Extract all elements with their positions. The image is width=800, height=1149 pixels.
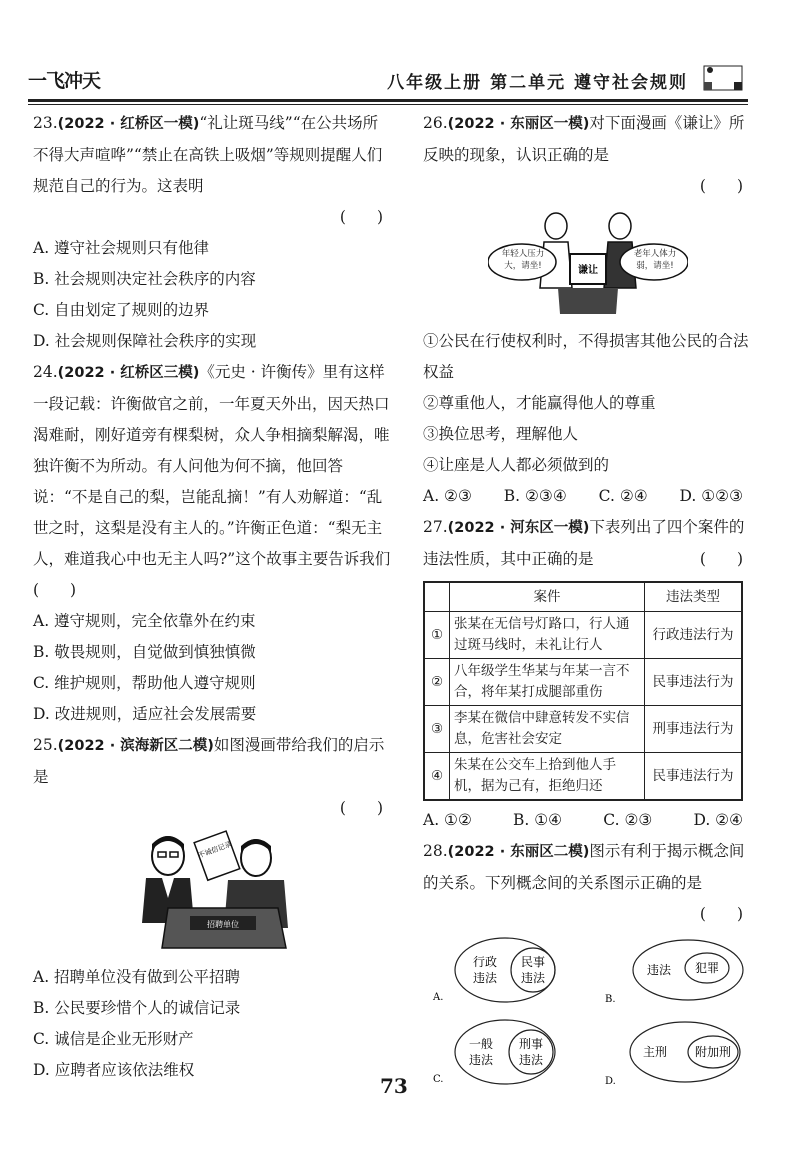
page-header bbox=[28, 62, 748, 96]
diagram-b-label: B. bbox=[605, 994, 616, 1005]
answer-paren: ( ) bbox=[339, 799, 383, 817]
question-text: 对下面漫画《谦让》所反映的现象，认识正确的是 bbox=[423, 114, 745, 164]
row-type: 刑事违法行为 bbox=[645, 706, 743, 753]
row-case: 八年级学生华某与年某一言不合，将年某打成腿部重伤 bbox=[450, 659, 645, 706]
option-c: C. 诚信是企业无形财产 bbox=[33, 1030, 194, 1048]
option-a: A. 遵守社会规则只有他律 bbox=[33, 239, 210, 257]
question-number: 28. bbox=[423, 842, 448, 860]
diagram-b-inner: 犯罪 bbox=[694, 961, 720, 975]
question-text: 图示有利于揭示概念间的关系。下列概念间的关系图示正确的是 bbox=[423, 842, 745, 892]
question-source: (2022 · 红桥区一模) bbox=[57, 116, 200, 132]
option-a: A. ②③ bbox=[423, 487, 472, 505]
options-row bbox=[423, 481, 743, 512]
header-rule bbox=[28, 99, 748, 102]
row-type: 民事违法行为 bbox=[645, 753, 743, 801]
cartoon-right-text: 老年人体力弱，请坐! bbox=[633, 249, 677, 271]
cartoon-sign-text: 不诚信记录 bbox=[197, 840, 233, 860]
row-case: 张某在无信号灯路口，行人通过斑马线时，未礼让行人 bbox=[450, 612, 645, 659]
question-text: 下表列出了四个案件的违法性质，其中正确的是 bbox=[423, 518, 745, 568]
question-number: 23. bbox=[33, 114, 58, 132]
question-number: 27. bbox=[423, 518, 448, 536]
diagram-c-outer-2: 违法 bbox=[468, 1053, 494, 1067]
row-number: ④ bbox=[424, 753, 450, 801]
left-column bbox=[33, 108, 393, 1086]
option-d: D. 社会规则保障社会秩序的实现 bbox=[33, 332, 257, 350]
answer-paren: ( ) bbox=[699, 905, 743, 923]
table-header-case: 案件 bbox=[450, 582, 645, 612]
option-b: B. ①④ bbox=[513, 811, 563, 829]
diagram-c-inner-1: 刑事 bbox=[518, 1037, 544, 1051]
diagram-b-outer: 违法 bbox=[646, 963, 672, 977]
diagram-c-outer-1: 一般 bbox=[468, 1037, 494, 1051]
statement-2: ②尊重他人，才能赢得他人的尊重 bbox=[423, 394, 656, 412]
question-28 bbox=[423, 836, 753, 1099]
option-d: D. ①②③ bbox=[679, 487, 743, 505]
answer-paren: ( ) bbox=[699, 550, 743, 568]
row-case: 李某在微信中肆意转发不实信息，危害社会安定 bbox=[450, 706, 645, 753]
cartoon-left-text: 年轻人压力大，请坐! bbox=[501, 249, 545, 271]
table-row bbox=[424, 706, 742, 753]
table-row bbox=[424, 612, 742, 659]
row-number: ① bbox=[424, 612, 450, 659]
page-number: 73 bbox=[380, 1074, 408, 1098]
statement-1: ①公民在行使权利时，不得损害其他公民的合法权益 bbox=[423, 332, 749, 381]
option-c: C. 维护规则，帮助他人遵守规则 bbox=[33, 674, 256, 692]
diagram-d-inner: 附加刑 bbox=[694, 1045, 732, 1059]
diagram-a-inner-1: 民事 bbox=[520, 955, 546, 969]
question-text: 《元史 · 许衡传》里有这样一段记载：许衡做官之前，一年夏天外出，因天热口渴难耐，刚好道旁有棵梨树，众人争相摘梨解渴，唯独许衡不为所动。有人问他为何不摘，他回答说：“不是自己的梨，岂能乱摘！”有人劝解道：“乱世之时，这梨是没有主人的。”许衡正色道：“梨无主人，难道我心中也无主人吗?”这个故事主要告诉我们( ) bbox=[33, 363, 391, 599]
chapter-title: 八年级上册 第二单元 遵守社会规则 bbox=[387, 73, 688, 93]
answer-paren: ( ) bbox=[339, 208, 383, 226]
row-number: ② bbox=[424, 659, 450, 706]
table-row bbox=[424, 753, 742, 801]
option-d: D. 改进规则，适应社会发展需要 bbox=[33, 705, 257, 723]
cartoon-box-text: 招聘单位 bbox=[207, 920, 239, 929]
diagram-d-outer: 主刑 bbox=[642, 1045, 668, 1059]
question-27 bbox=[423, 512, 753, 836]
diagram-d-label: D. bbox=[605, 1076, 616, 1087]
cartoon-center-text: 谦让 bbox=[578, 265, 598, 276]
header-rule-thin bbox=[28, 104, 748, 105]
row-type: 民事违法行为 bbox=[645, 659, 743, 706]
row-number: ③ bbox=[424, 706, 450, 753]
table-header-row bbox=[424, 582, 742, 612]
question-23 bbox=[33, 108, 393, 357]
table-header-type: 违法类型 bbox=[645, 582, 743, 612]
option-b: B. ②③④ bbox=[503, 487, 567, 505]
question-number: 26. bbox=[423, 114, 448, 132]
option-b: B. 敬畏规则，自觉做到慎独慎微 bbox=[33, 643, 256, 661]
statement-4: ④让座是人人都必须做到的 bbox=[423, 456, 610, 474]
modesty-cartoon bbox=[488, 206, 688, 322]
diagram-c-inner-2: 违法 bbox=[518, 1053, 544, 1067]
table-row bbox=[424, 659, 742, 706]
diagram-a-inner-2: 违法 bbox=[520, 971, 546, 985]
diagram-a-label: A. bbox=[433, 992, 444, 1003]
option-a: A. 遵守规则，完全依靠外在约束 bbox=[33, 612, 256, 630]
option-a: A. ①② bbox=[423, 811, 472, 829]
option-a: A. 招聘单位没有做到公平招聘 bbox=[33, 968, 241, 986]
cases-table bbox=[423, 581, 743, 801]
option-c: C. ②④ bbox=[598, 487, 648, 505]
question-number: 24. bbox=[33, 363, 58, 381]
question-source: (2022 · 滨海新区二模) bbox=[57, 738, 214, 754]
diagram-c-label: C. bbox=[433, 1074, 444, 1085]
question-source: (2022 · 河东区一模) bbox=[447, 520, 590, 536]
question-24 bbox=[33, 357, 393, 730]
concept-diagrams bbox=[423, 930, 753, 1095]
question-source: (2022 · 东丽区二模) bbox=[447, 844, 590, 860]
question-source: (2022 · 红桥区三模) bbox=[57, 365, 200, 381]
question-25 bbox=[33, 730, 393, 1086]
row-type: 行政违法行为 bbox=[645, 612, 743, 659]
row-case: 朱某在公交车上拾到他人手机，据为己有，拒绝归还 bbox=[450, 753, 645, 801]
recruitment-cartoon bbox=[128, 828, 298, 958]
option-c: C. 自由划定了规则的边界 bbox=[33, 301, 210, 319]
option-b: B. 社会规则决定社会秩序的内容 bbox=[33, 270, 256, 288]
decorative-icon bbox=[698, 62, 748, 92]
options-row bbox=[423, 805, 743, 836]
question-number: 25. bbox=[33, 736, 58, 754]
option-d: D. 应聘者应该依法维权 bbox=[33, 1061, 195, 1079]
option-d: D. ②④ bbox=[693, 811, 743, 829]
option-b: B. 公民要珍惜个人的诚信记录 bbox=[33, 999, 241, 1017]
table-header-num bbox=[424, 582, 450, 612]
brand-logo: 一飞冲天 bbox=[28, 70, 101, 92]
statement-3: ③换位思考，理解他人 bbox=[423, 425, 579, 443]
answer-paren: ( ) bbox=[699, 177, 743, 195]
option-c: C. ②③ bbox=[603, 811, 653, 829]
diagram-a-outer-1: 行政 bbox=[472, 955, 498, 969]
right-column bbox=[423, 108, 753, 1099]
diagram-a-outer-2: 违法 bbox=[472, 971, 498, 985]
question-text: 如图漫画带给我们的启示是 bbox=[33, 736, 385, 786]
question-text: “礼让斑马线”“在公共场所不得大声喧哗”“禁止在高铁上吸烟”等规则提醒人们规范自己的行为。这表明 bbox=[33, 114, 383, 195]
question-26 bbox=[423, 108, 753, 512]
question-source: (2022 · 东丽区一模) bbox=[447, 116, 590, 132]
